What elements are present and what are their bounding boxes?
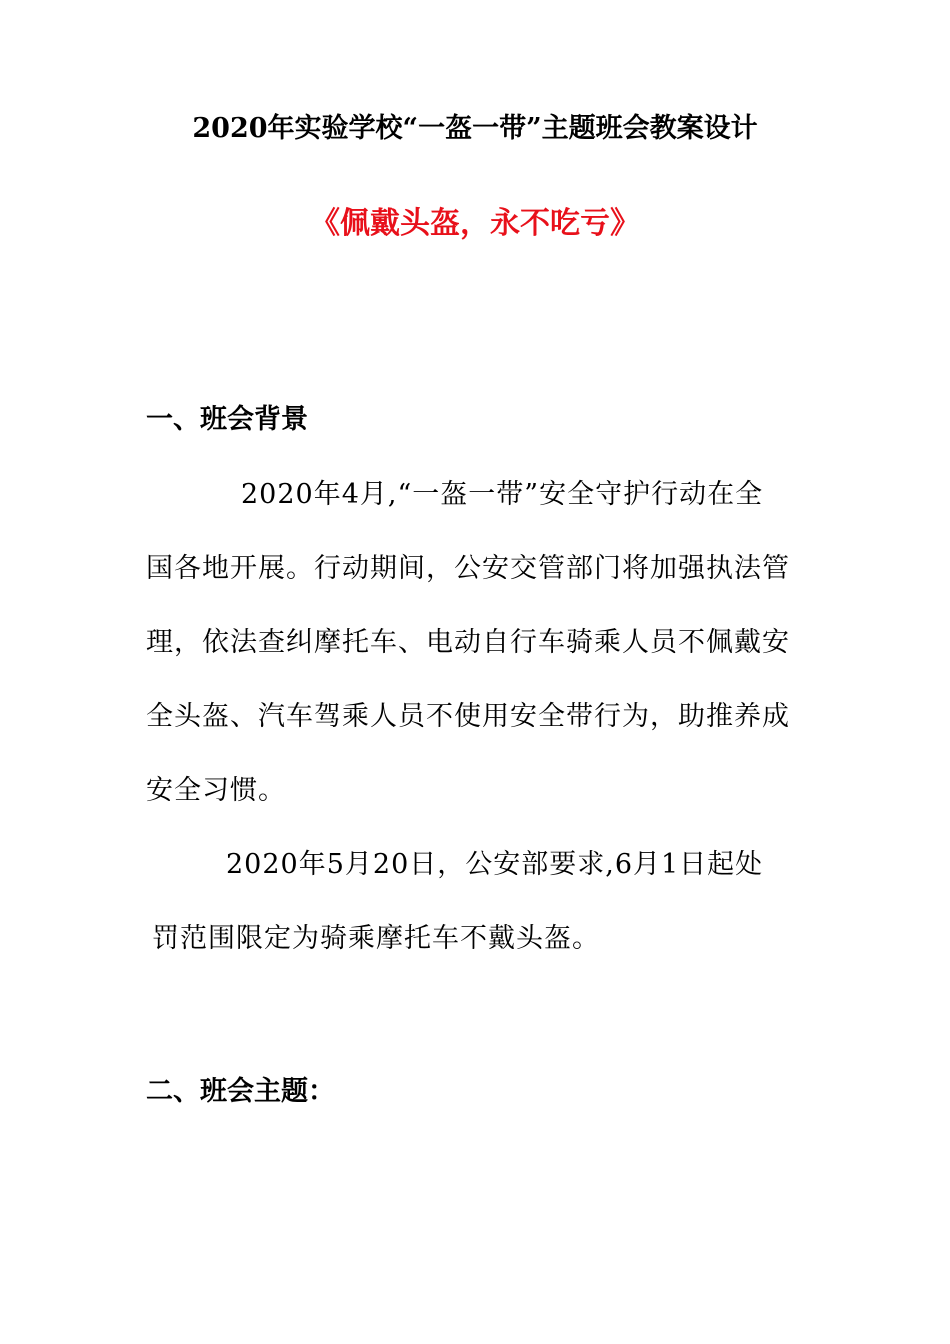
paragraph-line: 国各地开展。行动期间，公安交管部门将加强执法管: [146, 553, 790, 584]
paragraph-line: 罚范围限定为骑乘摩托车不戴头盔。: [152, 923, 600, 954]
paragraph-line: 理，依法查纠摩托车、电动自行车骑乘人员不佩戴安: [146, 627, 790, 658]
paragraph-line: 2020年5月20日，公安部要求,6月1日起处: [226, 849, 764, 880]
background-paragraph-1: [146, 458, 810, 828]
background-paragraph-2: [146, 828, 810, 976]
document-subtitle: 《佩戴头盔，永不吃亏》: [310, 206, 640, 241]
document-title: 2020年实验学校“一盔一带”主题班会教案设计: [192, 113, 758, 144]
paragraph-line: 全头盔、汽车驾乘人员不使用安全带行为，助推养成: [146, 701, 790, 732]
paragraph-line: 2020年4月,“一盔一带”安全守护行动在全: [241, 479, 764, 510]
section-heading-background: 一、班会背景: [146, 404, 308, 435]
section-heading-theme: 二、班会主题：: [146, 1076, 335, 1107]
paragraph-line: 安全习惯。: [146, 775, 286, 806]
